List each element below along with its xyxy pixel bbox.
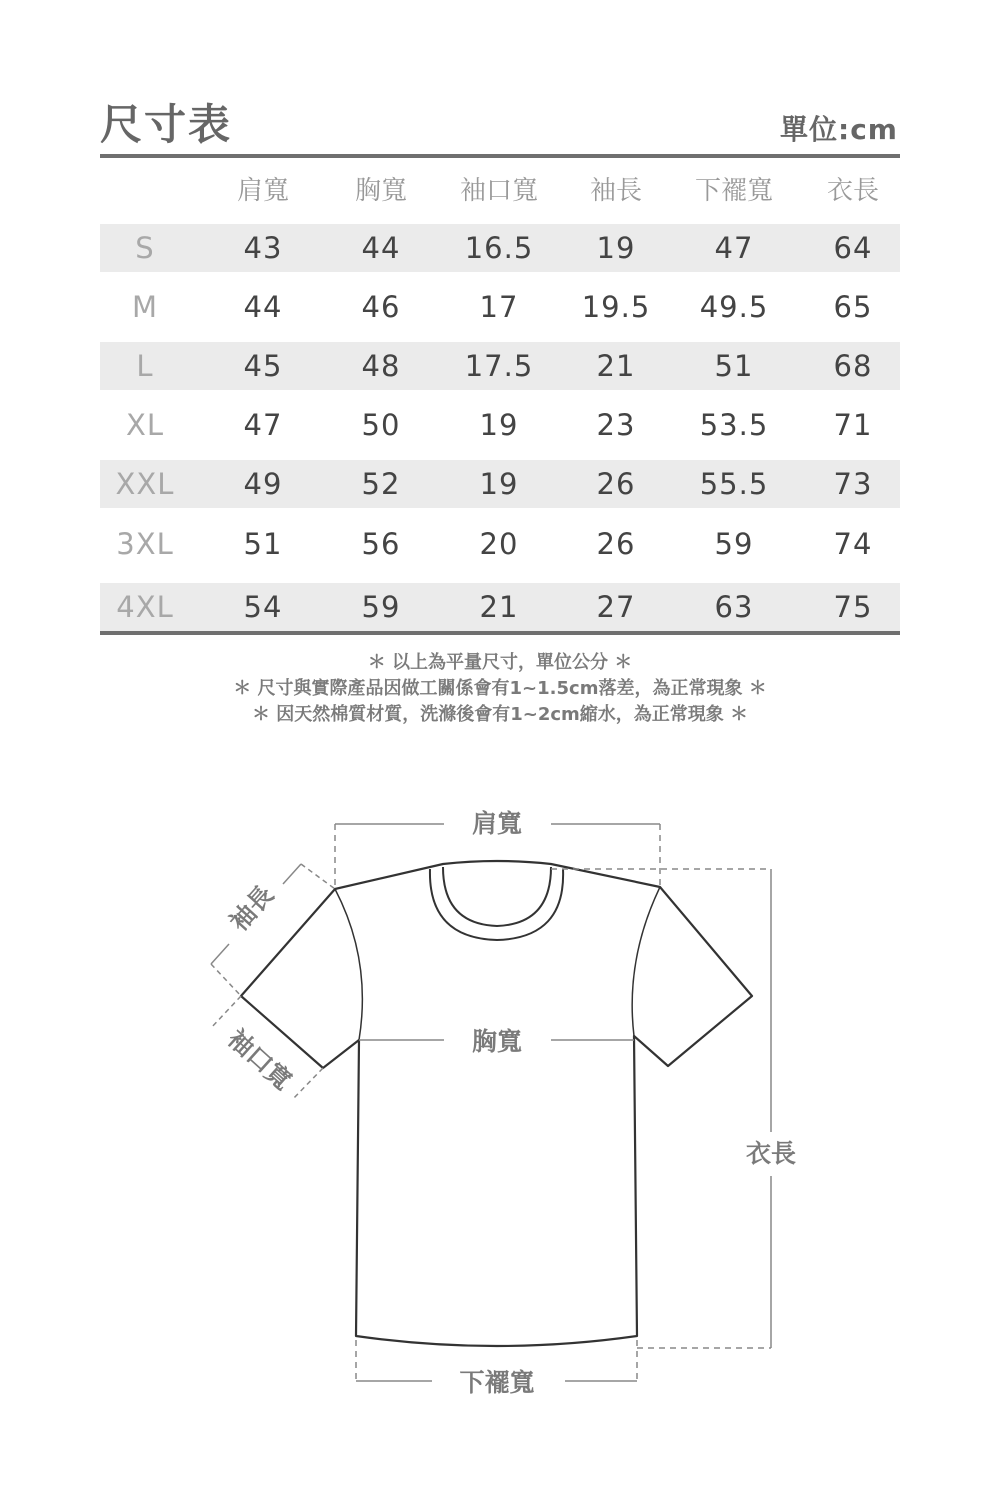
cell-cuff: 16.5: [464, 231, 534, 265]
cell-sleeve: 27: [596, 590, 636, 624]
cell-chest: 44: [361, 231, 401, 265]
cell-size: 3XL: [116, 527, 174, 561]
cell-shoulder: 51: [243, 527, 283, 561]
column-header-cuff: 袖口寬: [459, 176, 538, 206]
body-length-measure: [551, 869, 771, 1348]
cell-length: 74: [833, 527, 873, 561]
cell-hem: 51: [714, 349, 754, 383]
cell-sleeve: 23: [596, 408, 636, 442]
cell-sleeve: 26: [596, 467, 636, 501]
cell-shoulder: 43: [243, 231, 283, 265]
sleeve-length-label: 袖長: [224, 880, 280, 937]
cell-cuff: 19: [479, 467, 519, 501]
cell-shoulder: 47: [243, 408, 283, 442]
cell-shoulder: 45: [243, 349, 283, 383]
armhole-seam-left: [335, 889, 362, 1040]
cell-hem: 63: [714, 590, 754, 624]
note-line: ＊ 因天然棉質材質，洗滌後會有1~2cm縮水，為正常現象 ＊: [251, 704, 749, 725]
unit-label: 單位:cm: [780, 113, 898, 146]
cell-size: S: [135, 231, 155, 265]
cell-shoulder: 44: [243, 290, 283, 324]
cell-size: XXL: [115, 467, 175, 501]
cell-sleeve: 26: [596, 527, 636, 561]
tshirt-outline: [241, 861, 752, 1346]
cell-sleeve: 19.5: [581, 290, 651, 324]
column-header-sleeve: 袖長: [589, 176, 642, 206]
column-header-hem: 下襬寬: [694, 176, 773, 206]
column-header-chest: 胸寬: [354, 176, 407, 206]
cell-chest: 48: [361, 349, 401, 383]
cell-sleeve: 19: [596, 231, 636, 265]
cell-length: 73: [833, 467, 873, 501]
cell-length: 64: [833, 231, 873, 265]
page-title: 尺寸表: [100, 100, 233, 149]
column-header-length: 衣長: [826, 176, 879, 206]
cell-length: 68: [833, 349, 873, 383]
sleeve-length-measure: [211, 864, 335, 996]
cuff-width-label: 袖口寬: [222, 1023, 298, 1096]
note-line: ＊ 以上為平量尺寸，單位公分 ＊: [367, 652, 633, 673]
cell-chest: 56: [361, 527, 401, 561]
cell-chest: 52: [361, 467, 401, 501]
column-header-shoulder: 肩寬: [236, 176, 289, 206]
cell-chest: 50: [361, 408, 401, 442]
cell-shoulder: 54: [243, 590, 283, 624]
cell-chest: 59: [361, 590, 401, 624]
cell-hem: 47: [714, 231, 754, 265]
cell-cuff: 19: [479, 408, 519, 442]
cell-hem: 49.5: [699, 290, 769, 324]
cell-chest: 46: [361, 290, 401, 324]
cell-hem: 55.5: [699, 467, 769, 501]
chest-width-label: 胸寬: [471, 1027, 523, 1056]
shoulder-width-label: 肩寬: [471, 809, 523, 838]
body-length-label: 衣長: [745, 1139, 797, 1168]
hem-width-label: 下襬寬: [459, 1368, 535, 1397]
cell-length: 65: [833, 290, 873, 324]
cell-cuff: 21: [479, 590, 519, 624]
cell-cuff: 17: [479, 290, 519, 324]
cell-cuff: 20: [479, 527, 519, 561]
cell-shoulder: 49: [243, 467, 283, 501]
cell-size: M: [131, 290, 159, 324]
cell-cuff: 17.5: [464, 349, 534, 383]
cell-sleeve: 21: [596, 349, 636, 383]
cell-length: 75: [833, 590, 873, 624]
cell-length: 71: [833, 408, 873, 442]
cell-hem: 53.5: [699, 408, 769, 442]
armhole-seam-right: [632, 887, 660, 1036]
collar-inner: [443, 867, 551, 926]
cell-size: L: [136, 349, 154, 383]
note-line: ＊ 尺寸與實際產品因做工關係會有1~1.5cm落差，為正常現象 ＊: [233, 678, 767, 699]
cell-size: 4XL: [116, 590, 174, 624]
cell-size: XL: [125, 408, 165, 442]
cell-hem: 59: [714, 527, 754, 561]
